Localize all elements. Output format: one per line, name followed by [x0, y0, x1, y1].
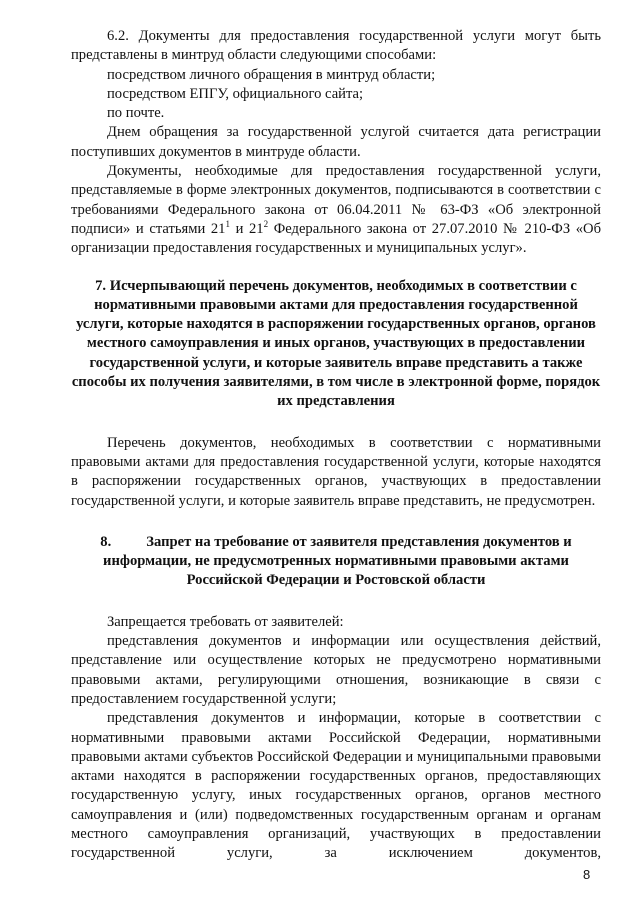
section-8-number: 8. [100, 533, 112, 550]
submission-way-mail: по почте. [107, 105, 165, 122]
paragraph-electronic-signature: Документы, необходимые для предоставления государственной услуги, представляемые в форме электронных документов, подписываются в соответствии с требованиями Федерального закона от 06.04.2011 № 63-ФЗ «Об электронной подписи» и статьями $21^1$ и $21^2$ Федерального закона от 27.07.2010 № 210-ФЗ «Об организации предоставления государственных и муниципальных услуг». [71, 163, 601, 257]
prohibition-item-2: представления документов и информации, которые в соответствии с нормативными правовыми актами Российской Федерации, нормативными правовыми актами субъектов Российской Федерации и муниципальными правовыми актами находятся в распоряжении государственных органов, предоставляющих государственную услугу, иных государственных органов, органов местного самоуправления и (или) подведомственных государственным органам и органам местного самоуправления организаций, участвующих в предоставлении государственной услуги, за исключением документов, [71, 710, 601, 862]
section-8-intro: Запрещается требовать от заявителей: [107, 613, 344, 630]
prohibition-item-1: представления документов и информации или осуществления действий, представление или осуществление которых не предусмотрено нормативными правовыми актами, регулирующими отношения, возникающие в связи с предоставлением государственной услуги; [71, 633, 601, 707]
submission-way-in-person: посредством личного обращения в минтруд области; [107, 66, 436, 83]
section-7-heading: 7. Исчерпывающий перечень документов, необходимых в соответствии с нормативными правовыми актами для предоставления государственной услуги, которые находятся в распоряжении государственных органов, органов местного самоуправления и иных органов, участвующих в предоставлении государственной услуги, и которые заявитель вправе представить а также способы их получения заявителями, в том числе в электронной форме, порядок их представления [71, 277, 601, 410]
section-8-title: Запрет на требование от заявителя представления документов и информации, не предусмотренных нормативными правовыми актами Российской Федерации и Ростовской области [103, 533, 572, 589]
section-8-heading [71, 533, 601, 591]
page-number: 8 [583, 867, 591, 882]
paragraph-application-date: Днем обращения за государственной услугой считается дата регистрации поступивших документов в минтруде области. [71, 124, 601, 160]
submission-way-epgu: посредством ЕПГУ, официального сайта; [107, 85, 364, 102]
section-7-paragraph: Перечень документов, необходимых в соответствии с нормативными правовыми актами для предоставления государственной услуги, которые находятся в распоряжении государственных органов, участвующих в предоставлении государственной услуги, и которые заявитель вправе представить, не предусмотрен. [71, 434, 601, 509]
document-page [71, 27, 601, 864]
paragraph-6-2: 6.2. Документы для предоставления государственной услуги могут быть представлены в минтруд области следующими способами: [71, 28, 601, 64]
